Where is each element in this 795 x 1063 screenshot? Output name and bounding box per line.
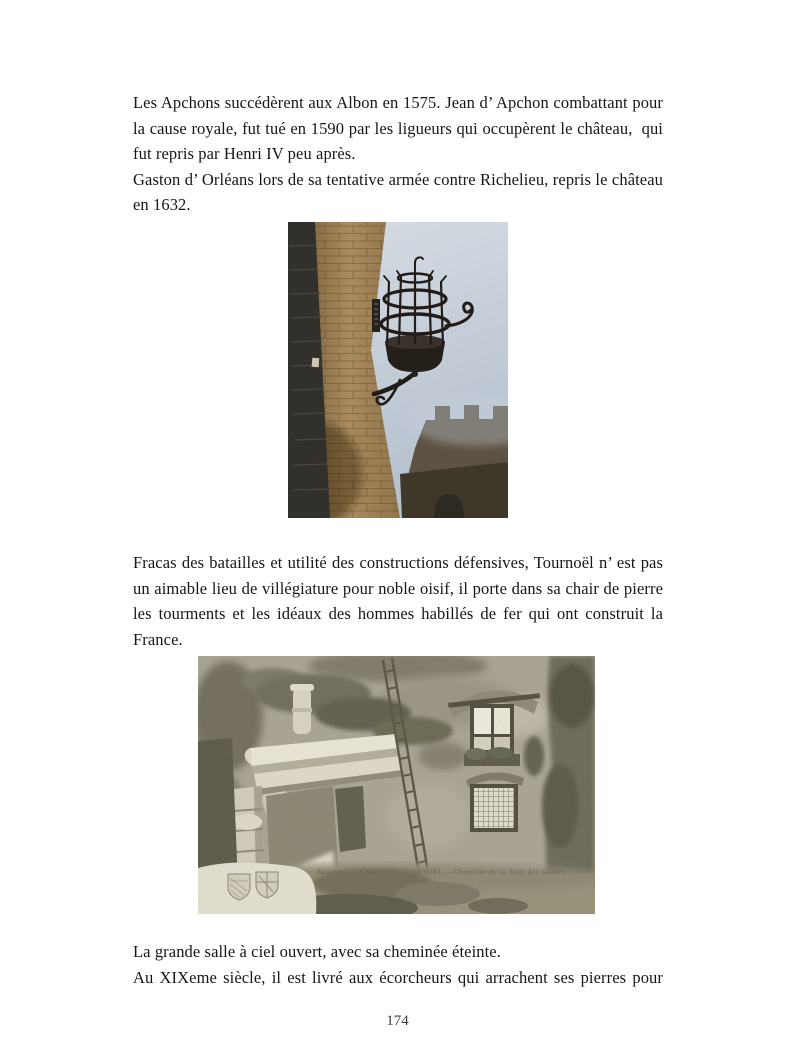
page-number: 174 <box>386 1013 409 1029</box>
cresset-photo-figure <box>288 222 508 518</box>
text-block-middle <box>133 550 663 652</box>
postcard-caption: Auvergne — Château de TOURNOEL — Cheminée de la Salle des Gardes <box>316 867 566 876</box>
paragraph-grande-salle: La grande salle à ciel ouvert, avec sa cheminée éteinte. <box>133 942 501 961</box>
paragraph-fracas: Fracas des batailles et utilité des constructions défensives, Tournoël n’ est pas un aimable lieu de villégiature pour noble oisif, il porte dans sa chair de pierre les tourments et les idéaux des hommes habillés de fer qui ont construit la France. <box>133 553 663 649</box>
wall-plaque <box>372 299 380 332</box>
light-stone <box>312 358 320 367</box>
paragraph-gaston: Gaston d’ Orléans lors de sa tentative armée contre Richelieu, repris le château en 1632. <box>133 169 663 214</box>
postcard-figure <box>198 656 595 914</box>
paragraph-xixeme: Au XIXeme siècle, il est livré aux écorcheurs qui arrachent ses pierres pour <box>133 967 663 987</box>
postcard-photo <box>198 656 595 914</box>
paragraph-apchons: Les Apchons succédèrent aux Albon en 1575. Jean d’ Apchon combattant pour la cause royale, fut tué en 1590 par les ligueurs qui occupèrent le château, qui fut repris par Henri IV peu après. <box>133 93 663 163</box>
text-block-bottom <box>133 939 663 990</box>
photo-grain <box>198 656 595 914</box>
text-block-top <box>133 90 663 218</box>
background-rampart <box>400 394 508 518</box>
cresset-photo <box>288 222 508 518</box>
